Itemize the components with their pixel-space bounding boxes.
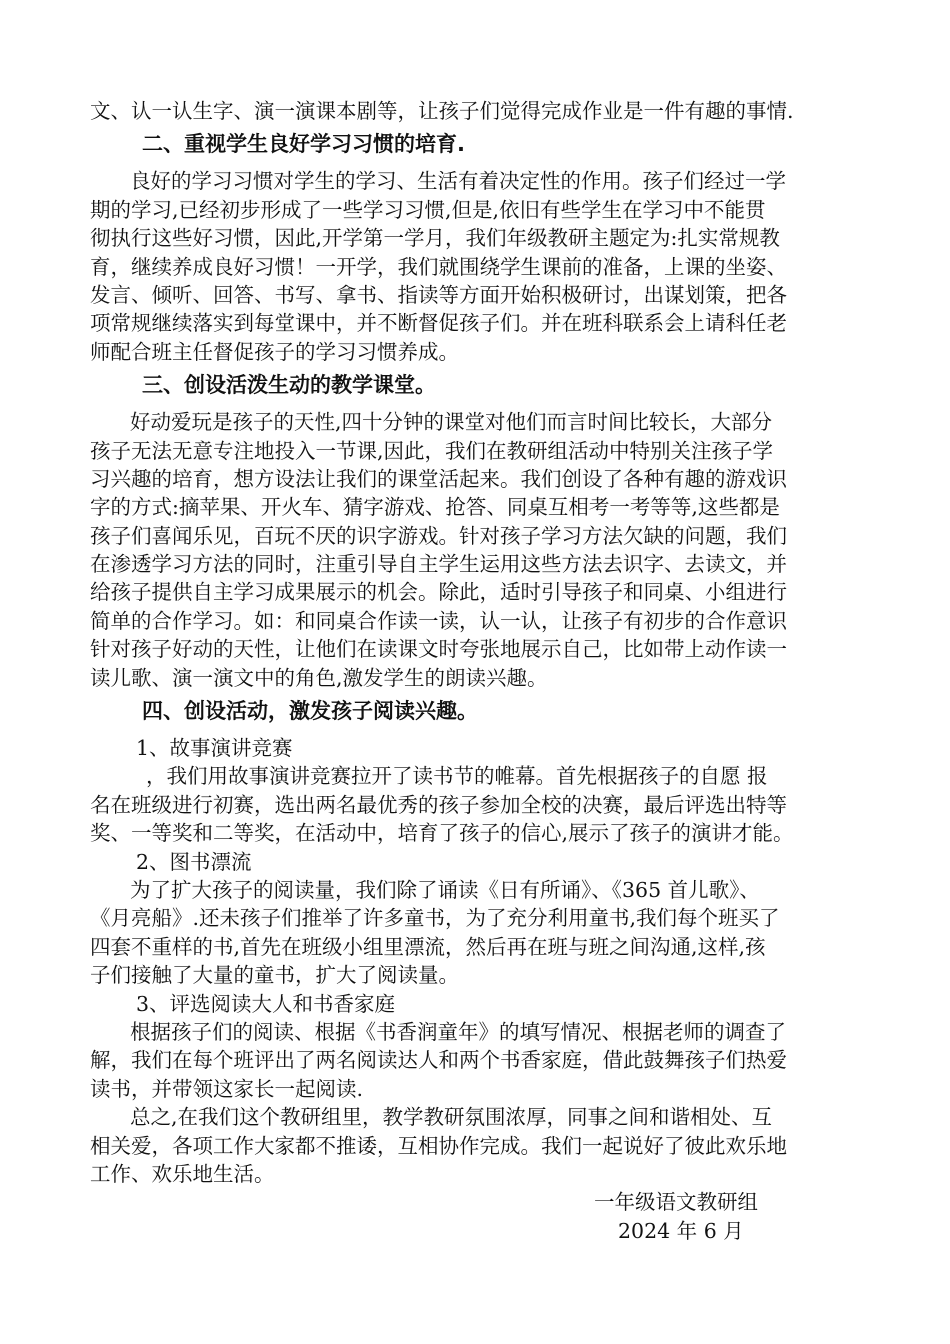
- text-line: 名在班级进行初赛，选出两名最优秀的孩子参加全校的决赛，最后评选出特等: [90, 792, 787, 817]
- text-line: 解，我们在每个班评出了两名阅读达人和两个书香家庭，借此鼓舞孩子们热爱: [90, 1048, 787, 1073]
- text-line: 读书，并带领这家长一起阅读.: [90, 1076, 364, 1101]
- text-line: 孩子们喜闻乐见，百玩不厌的识字游戏。针对孩子学习方法欠缺的问题，我们: [90, 523, 787, 548]
- text-line: 师配合班主任督促孩子的学习习惯养成。: [90, 339, 459, 364]
- text-line: 给孩子提供自主学习成果展示的机会。除此，适时引导孩子和同桌、小组进行: [90, 580, 787, 605]
- text-line: 发言、倾听、回答、书写、拿书、指读等方面开始积极研讨，出谋划策，把各: [90, 282, 787, 307]
- subsection-title: 3、评选阅读大人和书香家庭: [136, 991, 396, 1016]
- text-line: 项常规继续落实到每堂课中，并不断督促孩子们。并在班科联系会上请科任老: [90, 311, 787, 336]
- text-line: 文、认一认生字、演一演课本剧等，让孩子们觉得完成作业是一件有趣的事情.: [90, 99, 794, 123]
- text-line: 期的学习,已经初步形成了一些学习习惯,但是,依旧有些学生在学习中不能贯: [90, 197, 766, 222]
- text-line: 为了扩大孩子的阅读量，我们除了诵读《日有所诵》、《365 首儿歌》、: [130, 877, 760, 902]
- text-line: 工作、欢乐地生活。: [90, 1161, 275, 1186]
- text-line: 彻执行这些好习惯，因此,开学第一学月，我们年级教研主题定为:扎实常规教: [90, 226, 780, 251]
- text-line: 子们接触了大量的童书，扩大了阅读量。: [90, 963, 459, 988]
- text-line: 针对孩子好动的天性，让他们在读课文时夸张地展示自己，比如带上动作读一: [90, 637, 787, 662]
- document-page: [90, 97, 860, 1245]
- signature-date: 2024 年 6 月: [618, 1218, 744, 1243]
- section-heading: 二、重视学生良好学习习惯的培育.: [142, 132, 465, 157]
- text-line: 相关爱，各项工作大家都不推诿，互相协作完成。我们一起说好了彼此欢乐地: [90, 1133, 787, 1158]
- subsection-title: 2、图书漂流: [136, 849, 252, 874]
- text-line: 字的方式:摘苹果、开火车、猜字游戏、抢答、同桌互相考一考等等,这些都是: [90, 495, 780, 520]
- text-line: 育，继续养成良好习惯！一开学，我们就围绕学生课前的准备，上课的坐姿、: [90, 254, 787, 279]
- text-line: 根据孩子们的阅读、根据《书香润童年》的填写情况、根据老师的调查了: [130, 1019, 786, 1044]
- text-line: 《月亮船》.还未孩子们推举了许多童书，为了充分利用童书,我们每个班买了: [90, 906, 780, 931]
- text-line: 奖、一等奖和二等奖，在活动中，培育了孩子的信心,展示了孩子的演讲才能。: [90, 821, 794, 846]
- section-heading: 三、创设活泼生动的教学课堂。: [142, 373, 436, 398]
- text-line: 总之,在我们这个教研组里，教学教研氛围浓厚，同事之间和谐相处、互: [130, 1105, 773, 1130]
- text-line: 在渗透学习方法的同时，注重引导自主学生运用这些方法去识字、去读文，并: [90, 552, 787, 577]
- text-line: 孩子无法无意专注地投入一节课,因此，我们在教研组活动中特别关注孩子学: [90, 438, 774, 463]
- text-line: 读儿歌、演一演文中的角色,激发学生的朗读兴趣。: [90, 665, 548, 690]
- text-line: 四套不重样的书,首先在班级小组里漂流，然后再在班与班之间沟通,这样,孩: [90, 934, 766, 959]
- text-line: 习兴趣的培育，想方设法让我们的课堂活起来。我们创设了各种有趣的游戏识: [90, 466, 787, 491]
- text-line: 简单的合作学习。如：和同桌合作读一读，认一认，让孩子有初步的合作意识: [90, 608, 787, 633]
- section-heading: 四、创设活动，激发孩子阅读兴趣。: [142, 699, 478, 724]
- text-line: 良好的学习习惯对学生的学习、生活有着决定性的作用。孩子们经过一学: [130, 169, 786, 194]
- signature-group: 一年级语文教研组: [594, 1190, 758, 1215]
- text-line: 好动爱玩是孩子的天性,四十分钟的课堂对他们而言时间比较长，大部分: [130, 410, 773, 435]
- subsection-title: 1、故事演讲竞赛: [136, 736, 293, 761]
- text-line: ，我们用故事演讲竞赛拉开了读书节的帷幕。首先根据孩子的自愿 报: [146, 764, 768, 789]
